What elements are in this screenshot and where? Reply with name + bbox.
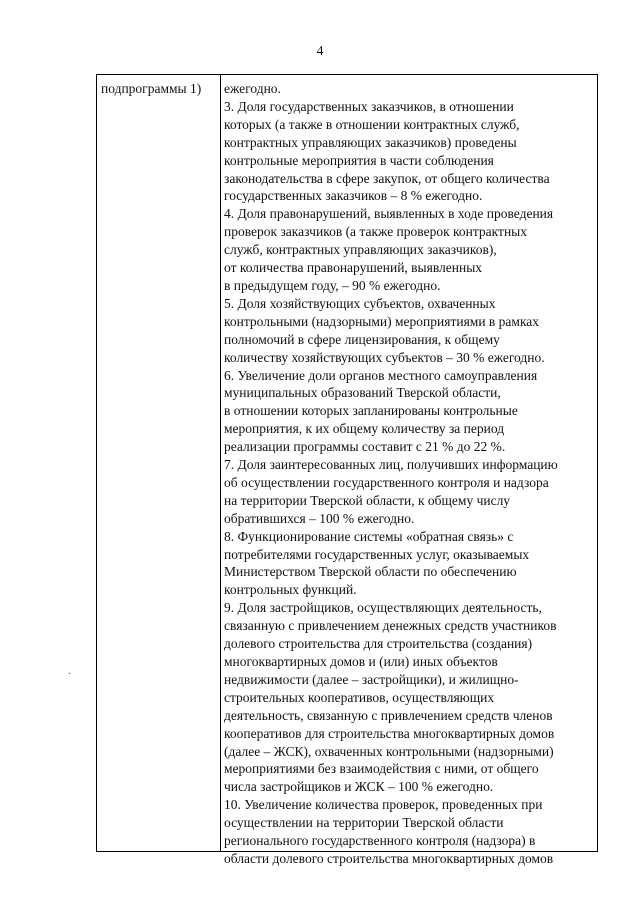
text-line: ежегодно. <box>224 81 281 96</box>
text-line: на территории Тверской области, к общему числу <box>224 492 511 508</box>
text-line: об осуществлении государственного контроля и надзора <box>224 474 549 490</box>
text-line: деятельность, связанную с привлечением средств членов <box>224 707 553 723</box>
text-line: которых (а также в отношении контрактных служб, <box>224 116 520 132</box>
text-line: 5. Доля хозяйствующих субъектов, охваченных <box>224 295 496 311</box>
text-line: 4. Доля правонарушений, выявленных в ходе проведения <box>224 206 554 222</box>
text-line: потребителями государственных услуг, оказываемых <box>224 546 530 562</box>
text-line: контрольные мероприятия в части соблюдения <box>224 152 494 168</box>
text-line: мероприятиями без взаимодействия с ними, от общего <box>224 761 539 777</box>
text-line: контрольными (надзорными) мероприятиями в рамках <box>224 313 540 329</box>
text-line: числа застройщиков и ЖСК – 100 % ежегодно. <box>224 779 494 795</box>
text-line: в отношении которых запланированы контрольные <box>224 403 518 419</box>
page-number: 4 <box>316 44 324 59</box>
text-line: полномочий в сфере лицензирования, к общему <box>224 331 500 347</box>
scan-artifact-mark: . <box>68 666 71 677</box>
text-line: недвижимости (далее – застройщики), и жилищно- <box>224 671 519 687</box>
right-cell-text <box>224 80 596 868</box>
text-line: многоквартирных домов и (или) иных объектов <box>224 654 498 669</box>
text-line: 8. Функционирование системы «обратная связь» с <box>224 528 514 544</box>
text-line: проверок заказчиков (а также проверок контрактных <box>224 224 527 240</box>
text-line: от количества правонарушений, выявленных <box>224 260 483 276</box>
text-line: области долевого строительства многоквартирных домов <box>224 850 554 866</box>
text-line: государственных заказчиков – 8 % ежегодно. <box>224 188 483 204</box>
text-line: 10. Увеличение количества проверок, проведенных при <box>224 797 543 813</box>
text-line: контрольных функций. <box>224 582 357 598</box>
text-line: количеству хозяйствующих субъектов – 30 % ежегодно. <box>224 349 545 365</box>
text-line: в предыдущем году, – 90 % ежегодно. <box>224 277 441 293</box>
text-line: контрактных управляющих заказчиков) проведены <box>224 134 517 150</box>
text-line: долевого строительства для строительства (создания) <box>224 636 533 652</box>
text-line: 6. Увеличение доли органов местного самоуправления <box>224 367 538 383</box>
column-divider <box>220 75 221 851</box>
text-line: законодательства в сфере закупок, от общего количества <box>224 170 550 186</box>
text-line: служб, контрактных управляющих заказчиков), <box>224 242 497 258</box>
text-line: осуществлении на территории Тверской области <box>224 815 504 831</box>
indicators-table <box>96 74 598 866</box>
text-line: обратившихся – 100 % ежегодно. <box>224 510 415 526</box>
text-line: реализации программы составит с 21 % до 22 %. <box>224 439 506 455</box>
text-line: 9. Доля застройщиков, осуществляющих деятельность, <box>224 600 542 616</box>
text-line: 7. Доля заинтересованных лиц, получивших информацию <box>224 457 558 473</box>
text-line: мероприятия, к их общему количеству за период <box>224 421 505 437</box>
text-line: (далее – ЖСК), охваченных контрольными (надзорными) <box>224 743 554 759</box>
text-line: связанную с привлечением денежных средств участников <box>224 618 557 634</box>
text-line: муниципальных образований Тверской области, <box>224 385 501 401</box>
text-line: регионального государственного контроля (надзора) в <box>224 833 536 849</box>
text-line: кооперативов для строительства многоквартирных домов <box>224 725 555 741</box>
text-line: строительных кооперативов, осуществляющих <box>224 689 495 705</box>
left-cell-label: подпрограммы 1) <box>101 81 202 96</box>
text-line: Министерством Тверской области по обеспечению <box>224 564 517 580</box>
text-line: 3. Доля государственных заказчиков, в отношении <box>224 98 514 114</box>
